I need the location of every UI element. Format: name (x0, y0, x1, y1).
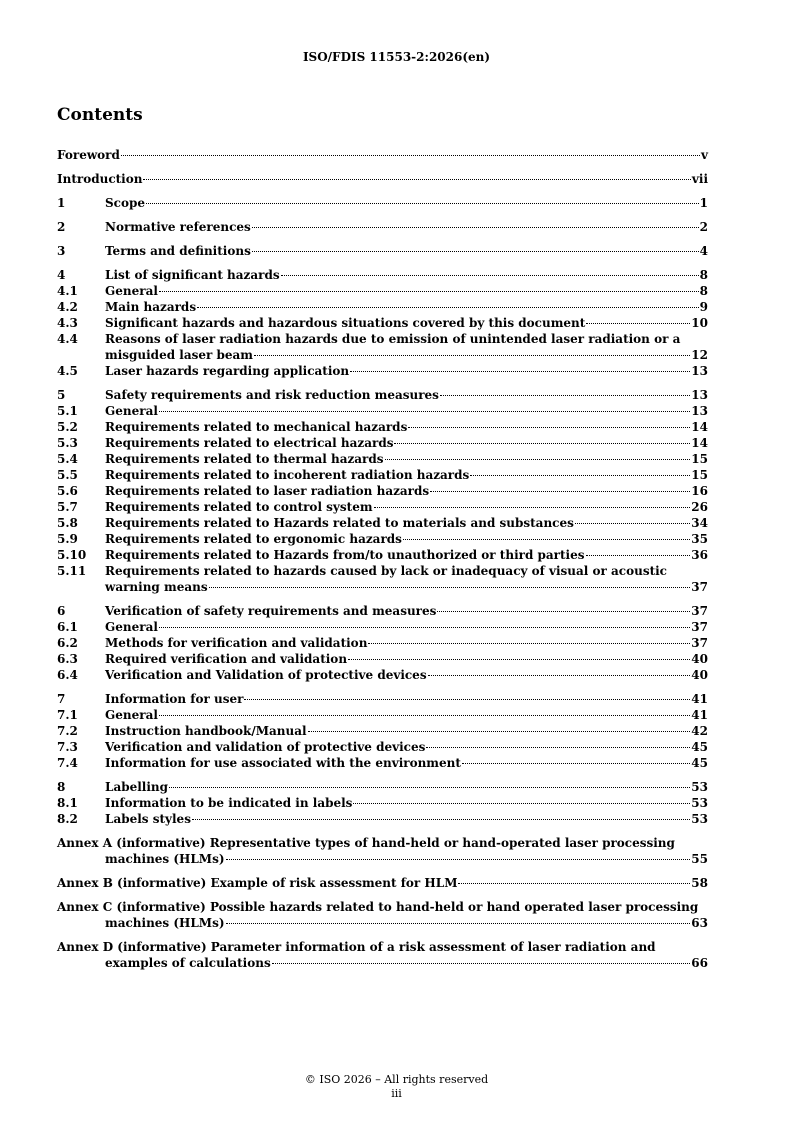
toc-entry[interactable] (57, 483, 708, 499)
toc-entry-label[interactable]: Significant hazards and hazardous situations covered by this document (105, 316, 586, 330)
toc-entry[interactable] (57, 755, 708, 771)
toc-entry-page[interactable]: 1 (699, 196, 708, 210)
toc-entry[interactable] (57, 467, 708, 483)
leader-dots (368, 643, 690, 644)
toc-entry-label[interactable]: Safety requirements and risk reduction measures (105, 388, 439, 402)
leader-dots (281, 275, 699, 276)
toc-entry-label[interactable]: Requirements related to Hazards from/to unauthorized or third parties (105, 548, 585, 562)
toc-entry-page[interactable]: 37 (691, 580, 708, 594)
toc-entry-number: 5.8 (57, 516, 78, 530)
toc-entry[interactable] (57, 315, 708, 331)
toc-entry-number: 3 (57, 244, 66, 258)
toc-entry-label[interactable]: Verification and Validation of protective devices (105, 668, 427, 682)
toc-entry[interactable] (57, 171, 708, 187)
toc-entry-label-continued[interactable]: warning means (105, 580, 208, 594)
toc-entry-label[interactable]: Instruction handbook/Manual (105, 724, 307, 738)
leader-dots (244, 699, 690, 700)
leader-dots (254, 355, 690, 356)
toc-entry-page[interactable]: 37 (691, 620, 708, 634)
leader-dots (440, 395, 690, 396)
toc-entry-page[interactable]: 53 (691, 796, 708, 810)
toc-entry-page[interactable]: 36 (691, 548, 708, 562)
toc-entry[interactable] (57, 667, 708, 683)
leader-dots (308, 731, 691, 732)
leader-dots (197, 307, 699, 308)
toc-entry-label[interactable]: General (105, 620, 158, 634)
annex-page[interactable]: 63 (691, 916, 708, 930)
toc-entry-label[interactable]: Requirements related to thermal hazards (105, 452, 384, 466)
toc-entry-label[interactable]: Information for use associated with the environment (105, 756, 461, 770)
toc-entry-number: 4.4 (57, 332, 78, 346)
toc-entry[interactable] (57, 363, 708, 379)
toc-entry-label[interactable]: Laser hazards regarding application (105, 364, 350, 378)
toc-entry-label[interactable]: Terms and definitions (105, 244, 251, 258)
toc-entry-label[interactable]: Requirements related to ergonomic hazards (105, 532, 402, 546)
toc-entry[interactable] (57, 635, 708, 651)
toc-entry[interactable] (57, 795, 708, 811)
annex-label[interactable]: Annex C (informative) Possible hazards related to hand-held or hand operated laser processing (57, 900, 699, 914)
leader-dots (169, 787, 690, 788)
leader-dots (159, 715, 690, 716)
toc-entry-label[interactable]: Scope (105, 196, 146, 210)
annex-label[interactable]: Annex A (informative) Representative types of hand-held or hand-operated laser processing (57, 836, 675, 850)
leader-dots (408, 427, 690, 428)
leader-dots (374, 507, 691, 508)
toc-entry-label[interactable]: Information to be indicated in labels (105, 796, 353, 810)
toc-entry-label[interactable]: Verification and validation of protective devices (105, 740, 426, 754)
toc-entry-page[interactable]: 40 (691, 652, 708, 666)
toc-entry-page[interactable]: 9 (699, 300, 708, 314)
leader-dots (403, 539, 690, 540)
toc-entry-number: 6.4 (57, 668, 78, 682)
toc-entry-label[interactable]: Required verification and validation (105, 652, 348, 666)
toc-entry-number: 5.2 (57, 420, 78, 434)
toc-entry-label[interactable]: Labelling (105, 780, 169, 794)
toc-entry[interactable] (57, 547, 708, 563)
toc-entry-label-continued[interactable]: misguided laser beam (105, 348, 254, 362)
toc-entry-page[interactable]: 35 (691, 532, 708, 546)
toc-entry-page[interactable]: 26 (691, 500, 708, 514)
toc-entry-label[interactable]: Labels styles (105, 812, 191, 826)
toc-annex-entry[interactable] (57, 835, 708, 867)
toc-entry-label[interactable]: Requirements related to electrical hazards (105, 436, 394, 450)
toc-entry-label[interactable]: Reasons of laser radiation hazards due to emission of unintended laser radiation or a (105, 332, 681, 346)
toc-entry-number: 8 (57, 780, 66, 794)
toc-annex-entry[interactable] (57, 899, 708, 931)
toc-entry-number: 4.1 (57, 284, 78, 298)
annex-label[interactable]: Annex B (informative) Example of risk assessment for HLM (57, 876, 458, 890)
toc-entry-number: 5.7 (57, 500, 78, 514)
toc-entry-number: 6 (57, 604, 66, 618)
toc-entry-number: 5.5 (57, 468, 78, 482)
toc-entry-label[interactable]: Main hazards (105, 300, 197, 314)
leader-dots (121, 155, 700, 156)
page-title: Contents (57, 105, 143, 125)
leader-dots (353, 803, 690, 804)
toc-entry-number: 5.3 (57, 436, 78, 450)
leader-dots (426, 747, 690, 748)
toc-entry-number: 5.9 (57, 532, 78, 546)
toc-entry[interactable] (57, 387, 708, 403)
toc-entry-number: 6.2 (57, 636, 78, 650)
toc-entry-page[interactable]: 8 (699, 284, 708, 298)
toc-entry[interactable] (57, 331, 708, 363)
toc-entry-page[interactable]: 4 (699, 244, 708, 258)
toc-entry-page[interactable]: 13 (691, 404, 708, 418)
toc-entry-page[interactable]: 2 (699, 220, 708, 234)
leader-dots (143, 179, 690, 180)
toc-entry-label[interactable]: Requirements related to mechanical hazards (105, 420, 408, 434)
toc-entry-number: 7.1 (57, 708, 78, 722)
toc-entry-number: 8.2 (57, 812, 78, 826)
toc-entry-number: 6.3 (57, 652, 78, 666)
toc-entry[interactable] (57, 619, 708, 635)
toc-entry-label[interactable]: Introduction (57, 172, 143, 186)
page-number: iii (391, 1087, 402, 1100)
toc-entry[interactable] (57, 243, 708, 259)
toc-entry[interactable] (57, 651, 708, 667)
toc-entry[interactable] (57, 515, 708, 531)
leader-dots (385, 459, 691, 460)
leader-dots (252, 227, 699, 228)
toc-entry-label[interactable]: Normative references (105, 220, 251, 234)
leader-dots (586, 555, 691, 556)
leader-dots (470, 475, 690, 476)
toc-entry-label[interactable]: Verification of safety requirements and measures (105, 604, 437, 618)
annex-page[interactable]: 58 (691, 876, 708, 890)
toc-entry[interactable] (57, 283, 708, 299)
toc-entry-number: 5 (57, 388, 66, 402)
toc-entry-label[interactable]: Requirements related to hazards caused by lack or inadequacy of visual or acoustic (105, 564, 667, 578)
leader-dots (159, 291, 699, 292)
toc-entry-page[interactable]: 14 (691, 436, 708, 450)
leader-dots (575, 523, 690, 524)
leader-dots (586, 323, 690, 324)
toc-entry-page[interactable]: v (701, 148, 708, 162)
leader-dots (348, 659, 690, 660)
toc-entry-label[interactable]: Requirements related to control system (105, 500, 373, 514)
document-header: ISO/FDIS 11553-2:2026(en) (302, 50, 491, 64)
toc-entry-number: 7.2 (57, 724, 78, 738)
leader-dots (458, 883, 690, 884)
toc-entry[interactable] (57, 811, 708, 827)
toc-entry-page[interactable]: 37 (691, 604, 708, 618)
toc-entry-number: 4.2 (57, 300, 78, 314)
leader-dots (272, 963, 691, 964)
toc-entry[interactable] (57, 531, 708, 547)
toc-entry-page[interactable]: 13 (691, 364, 708, 378)
annex-label-continued[interactable]: machines (HLMs) (105, 916, 225, 930)
toc-entry[interactable] (57, 723, 708, 739)
toc-entry-label[interactable]: Methods for verification and validation (105, 636, 368, 650)
toc-entry-page[interactable]: 8 (699, 268, 708, 282)
toc-entry-number: 4 (57, 268, 66, 282)
toc-entry-page[interactable]: 41 (691, 708, 708, 722)
toc-entry-number: 7.4 (57, 756, 78, 770)
toc-entry-number: 5.11 (57, 564, 87, 578)
toc-entry-label[interactable]: Information for user (105, 692, 244, 706)
toc-entry-label[interactable]: Requirements related to incoherent radiation hazards (105, 468, 470, 482)
toc-entry[interactable] (57, 147, 708, 163)
annex-label-continued[interactable]: examples of calculations (105, 956, 271, 970)
leader-dots (394, 443, 690, 444)
leader-dots (462, 763, 690, 764)
toc-entry-number: 1 (57, 196, 66, 210)
toc-entry-label[interactable]: Foreword (57, 148, 120, 162)
toc-entry[interactable] (57, 707, 708, 723)
leader-dots (146, 203, 699, 204)
toc-entry-page[interactable]: 14 (691, 420, 708, 434)
toc-entry-page[interactable]: 37 (691, 636, 708, 650)
toc-entry-label[interactable]: List of significant hazards (105, 268, 280, 282)
toc-entry-number: 5.1 (57, 404, 78, 418)
toc-entry-number: 4.5 (57, 364, 78, 378)
toc-entry-number: 6.1 (57, 620, 78, 634)
copyright-notice: © ISO 2026 – All rights reserved (304, 1073, 489, 1086)
annex-page[interactable]: 55 (691, 852, 708, 866)
annex-label[interactable]: Annex D (informative) Parameter information of a risk assessment of laser radiation and (57, 940, 656, 954)
toc-entry[interactable] (57, 603, 708, 619)
toc-entry[interactable] (57, 499, 708, 515)
toc-entry-page[interactable]: 13 (691, 388, 708, 402)
toc-entry-page[interactable]: 34 (691, 516, 708, 530)
leader-dots (159, 627, 690, 628)
toc-entry-page[interactable]: 10 (691, 316, 708, 330)
toc-entry[interactable] (57, 739, 708, 755)
toc-entry-page[interactable]: 12 (691, 348, 708, 362)
toc-entry-page[interactable]: 41 (691, 692, 708, 706)
leader-dots (437, 611, 690, 612)
toc-entry[interactable] (57, 435, 708, 451)
leader-dots (430, 491, 690, 492)
toc-entry[interactable] (57, 779, 708, 795)
toc-entry[interactable] (57, 195, 708, 211)
toc-entry[interactable] (57, 451, 708, 467)
toc-entry-number: 5.6 (57, 484, 78, 498)
leader-dots (209, 587, 691, 588)
toc-entry-number: 5.10 (57, 548, 87, 562)
leader-dots (192, 819, 690, 820)
toc-entry-number: 7 (57, 692, 66, 706)
toc-entry-number: 5.4 (57, 452, 78, 466)
toc-entry-label[interactable]: Requirements related to Hazards related to materials and substances (105, 516, 574, 530)
toc-entry[interactable] (57, 219, 708, 235)
toc-entry-label[interactable]: Requirements related to laser radiation hazards (105, 484, 430, 498)
annex-label-continued[interactable]: machines (HLMs) (105, 852, 225, 866)
leader-dots (159, 411, 690, 412)
toc-entry-page[interactable]: 45 (691, 756, 708, 770)
toc-entry-label[interactable]: General (105, 284, 158, 298)
leader-dots (226, 859, 691, 860)
toc-entry[interactable] (57, 403, 708, 419)
toc-annex-entry[interactable] (57, 939, 708, 971)
toc-entry-number: 2 (57, 220, 66, 234)
toc-entry-label[interactable]: General (105, 404, 158, 418)
table-of-contents (57, 147, 708, 971)
toc-entry-number: 8.1 (57, 796, 78, 810)
toc-entry-page[interactable]: 53 (691, 780, 708, 794)
leader-dots (428, 675, 691, 676)
leader-dots (252, 251, 699, 252)
toc-entry-page[interactable]: 15 (691, 452, 708, 466)
leader-dots (226, 923, 691, 924)
toc-entry-label[interactable]: General (105, 708, 158, 722)
toc-entry-page[interactable]: 16 (691, 484, 708, 498)
toc-entry-page[interactable]: 40 (691, 668, 708, 682)
toc-entry-page[interactable]: 15 (691, 468, 708, 482)
leader-dots (350, 371, 690, 372)
toc-entry-page[interactable]: vii (691, 172, 708, 186)
toc-entry[interactable] (57, 419, 708, 435)
toc-entry[interactable] (57, 691, 708, 707)
toc-entry[interactable] (57, 299, 708, 315)
toc-entry[interactable] (57, 267, 708, 283)
toc-entry-page[interactable]: 45 (691, 740, 708, 754)
toc-entry[interactable] (57, 563, 708, 595)
toc-entry-page[interactable]: 53 (691, 812, 708, 826)
page-footer (0, 1073, 793, 1101)
toc-annex-entry[interactable] (57, 875, 708, 891)
toc-entry-number: 7.3 (57, 740, 78, 754)
toc-entry-number: 4.3 (57, 316, 78, 330)
toc-entry-page[interactable]: 42 (691, 724, 708, 738)
annex-page[interactable]: 66 (691, 956, 708, 970)
